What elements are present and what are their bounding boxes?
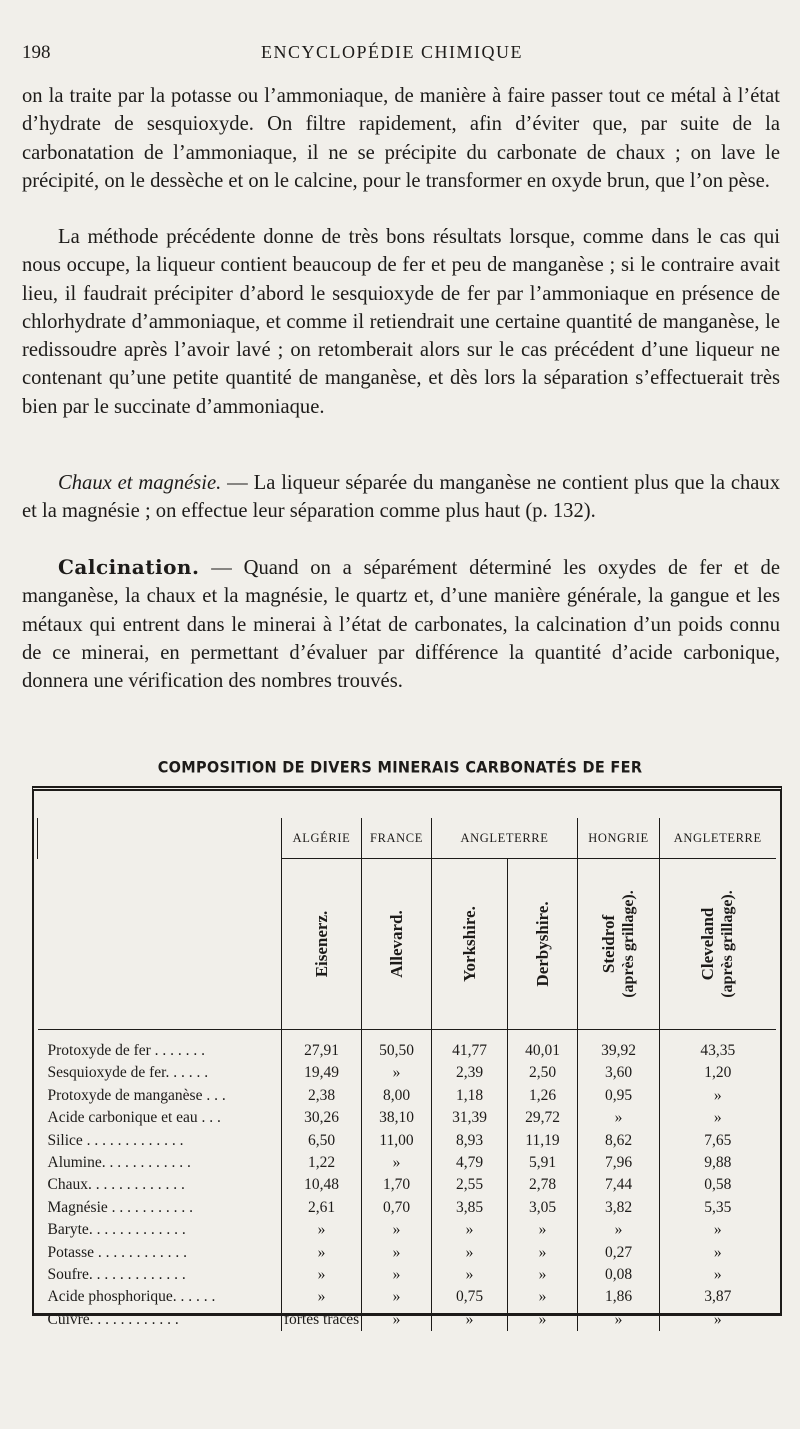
table-row [38, 1264, 776, 1286]
table-cell: 7,44 [578, 1174, 660, 1196]
header-blank [38, 859, 282, 1030]
table-row [38, 1197, 776, 1219]
country-header-row [38, 818, 776, 859]
table-cell: 0,95 [578, 1085, 660, 1107]
row-label: Chaux. . . . . . . . . . . . . [47, 1176, 185, 1194]
table-cell: » [508, 1286, 578, 1308]
table-cell: » [578, 1309, 660, 1331]
table-cell: 9,88 [660, 1152, 776, 1174]
table-row [38, 1130, 776, 1152]
table-row [38, 1242, 776, 1264]
row-label: Cuivre. . . . . . . . . . . . [47, 1310, 179, 1328]
table-cell: 5,35 [660, 1197, 776, 1219]
table-cell: 0,75 [432, 1286, 508, 1308]
table-cell: » [362, 1309, 432, 1331]
locality-sub: (après grillage). [619, 890, 637, 998]
table-row [38, 1030, 776, 1063]
table-cell: fortes traces [282, 1309, 362, 1331]
table-cell: 5,91 [508, 1152, 578, 1174]
table-cell: 11,19 [508, 1130, 578, 1152]
table-cell: » [362, 1286, 432, 1308]
country-header: HONGRIE [578, 818, 660, 859]
table-cell: » [578, 1219, 660, 1241]
table-cell: 8,00 [362, 1085, 432, 1107]
table-cell: » [282, 1242, 362, 1264]
table-cell: 1,26 [508, 1085, 578, 1107]
table-cell: » [660, 1219, 776, 1241]
table-cell: » [508, 1219, 578, 1241]
row-label: Acide phosphorique. . . . . . [47, 1288, 216, 1306]
table-title: COMPOSITION DE DIVERS MINERAIS CARBONATÉS DE FER [157, 759, 643, 777]
table-cell: » [362, 1219, 432, 1241]
locality-header [578, 859, 660, 1030]
country-header: ALGÉRIE [282, 818, 362, 859]
table-cell: 3,87 [660, 1286, 776, 1308]
locality-name: Yorkshire. [459, 906, 479, 982]
section-heading-chaux: Chaux et magnésie. [58, 472, 222, 494]
table-cell: 3,85 [432, 1197, 508, 1219]
page-header [22, 42, 762, 72]
table-cell: 3,60 [578, 1062, 660, 1084]
table-row [38, 1107, 776, 1129]
table-cell: 2,78 [508, 1174, 578, 1196]
table-cell: 4,79 [432, 1152, 508, 1174]
table-cell: » [578, 1107, 660, 1129]
section-heading-calcination: Calcination. [58, 555, 200, 579]
table-cell: » [432, 1264, 508, 1286]
table-cell: 31,39 [432, 1107, 508, 1129]
table-cell: 0,58 [660, 1174, 776, 1196]
table-cell: » [660, 1309, 776, 1331]
table-cell: 1,22 [282, 1152, 362, 1174]
locality-header [660, 859, 776, 1030]
country-header: ANGLETERRE [432, 818, 578, 859]
table-cell: 2,55 [432, 1174, 508, 1196]
table-cell: 3,05 [508, 1197, 578, 1219]
table-cell: 2,39 [432, 1062, 508, 1084]
table-row [38, 1219, 776, 1241]
locality-header [362, 859, 432, 1030]
table-cell: 10,48 [282, 1174, 362, 1196]
row-label: Silice . . . . . . . . . . . . . [47, 1131, 184, 1149]
table-cell: 3,82 [578, 1197, 660, 1219]
table-cell: 0,08 [578, 1264, 660, 1286]
table-row [38, 1062, 776, 1084]
table-cell: » [508, 1242, 578, 1264]
table-cell: » [432, 1219, 508, 1241]
table-cell: 1,18 [432, 1085, 508, 1107]
table-row [38, 1309, 776, 1331]
row-label: Acide carbonique et eau . . . [47, 1109, 221, 1127]
table-row [38, 1152, 776, 1174]
table-cell: » [660, 1107, 776, 1129]
table-cell: 0,70 [362, 1197, 432, 1219]
table-cell: 30,26 [282, 1107, 362, 1129]
row-label: Soufre. . . . . . . . . . . . . [47, 1266, 186, 1284]
table-cell: 29,72 [508, 1107, 578, 1129]
locality-name: Cleveland [697, 907, 717, 981]
table-cell: 11,00 [362, 1130, 432, 1152]
table-cell: » [362, 1242, 432, 1264]
table-cell: 8,93 [432, 1130, 508, 1152]
paragraph-3 [22, 469, 780, 526]
paragraph-3-text: — La liqueur séparée du manganèse ne contient plus que la chaux et la magnésie ; on effectue leur séparation comme plus haut (p. 132). [22, 472, 781, 523]
table-cell: » [362, 1264, 432, 1286]
table-cell: » [660, 1085, 776, 1107]
row-label: Magnésie . . . . . . . . . . . [47, 1198, 194, 1216]
table-cell: 2,50 [508, 1062, 578, 1084]
paragraph-2 [22, 223, 780, 421]
table-row [38, 1286, 776, 1308]
running-title: ENCYCLOPÉDIE CHIMIQUE [261, 42, 523, 62]
locality-header-row [38, 859, 776, 1030]
paragraph-1 [22, 82, 780, 195]
header-blank [38, 818, 282, 859]
paragraph-4 [22, 553, 780, 695]
row-label: Sesquioxyde de fer. . . . . . [47, 1064, 209, 1082]
table-cell: » [660, 1242, 776, 1264]
page-number: 198 [22, 42, 51, 63]
row-label: Potasse . . . . . . . . . . . . [47, 1243, 187, 1261]
table-cell: » [508, 1309, 578, 1331]
table-cell: » [432, 1242, 508, 1264]
paragraph-2-text: La méthode précédente donne de très bons résultats lorsque, comme dans le cas qui nous occupe, la liqueur contient beaucoup de fer et peu de manganèse ; si le contraire avait lieu, il faudrait précipiter d’abord le sesquioxyde de fer par l’ammoniaque en présence de chlorhydrate d’ammoniaque, et comme il retiendrait une certaine quantité de manganèse, le redissoudre après l’avoir lavé ; on retomberait alors sur le cas précédent d’une liqueur ne contenant qu’une petite quantité de manganèse, et dès lors la séparation s’effectuerait très bien par le succinate d’ammoniaque. [22, 226, 780, 418]
row-label: Protoxyde de manganèse . . . [47, 1086, 226, 1104]
locality-name: Eisenerz. [311, 910, 331, 978]
table-cell: » [362, 1062, 432, 1084]
locality-header [508, 859, 578, 1030]
table-cell: 1,20 [660, 1062, 776, 1084]
table-cell: » [508, 1264, 578, 1286]
table-cell: » [282, 1264, 362, 1286]
locality-header [282, 859, 362, 1030]
row-label: Protoxyde de fer . . . . . . . [47, 1042, 206, 1059]
table-cell: 8,62 [578, 1130, 660, 1152]
table-cell: 1,86 [578, 1286, 660, 1308]
table-cell: 38,10 [362, 1107, 432, 1129]
table-cell: 6,50 [282, 1130, 362, 1152]
table-row [38, 1085, 776, 1107]
table-cell: 7,96 [578, 1152, 660, 1174]
table-cell: 40,01 [508, 1030, 578, 1063]
table-row [38, 1174, 776, 1196]
table-cell: 43,35 [660, 1030, 776, 1063]
table-cell: 39,92 [578, 1030, 660, 1063]
locality-name: Allevard. [386, 910, 406, 978]
table-cell: 7,65 [660, 1130, 776, 1152]
country-header: FRANCE [362, 818, 432, 859]
row-label: Alumine. . . . . . . . . . . . [47, 1154, 191, 1172]
locality-sub: (après grillage). [718, 890, 736, 998]
table-cell: 41,77 [432, 1030, 508, 1063]
table-cell: 2,38 [282, 1085, 362, 1107]
paragraph-1-text: on la traite par la potasse ou l’ammoniaque, de manière à faire passer tout ce métal à l’état d’hydrate de sesquioxyde. On filtre rapidement, afin d’éviter que, par suite de la carbonatation de l’ammoniaque, il ne se précipite du carbonate de chaux ; on lave le précipité, on le dessèche et on le calcine, pour le transformer en oxyde brun, que l’on pèse. [22, 85, 780, 192]
table-cell: » [282, 1219, 362, 1241]
table-cell: » [282, 1286, 362, 1308]
table-body [38, 1030, 776, 1332]
table-cell: 2,61 [282, 1197, 362, 1219]
table-cell: 27,91 [282, 1030, 362, 1063]
row-label: Baryte. . . . . . . . . . . . . [47, 1221, 186, 1239]
composition-table [37, 818, 776, 1331]
table-cell: 19,49 [282, 1062, 362, 1084]
paragraph-4-text: — Quand on a séparément déterminé les oxydes de fer et de manganèse, la chaux et la magnésie, le quartz et, d’une manière générale, la gangue et les métaux qui entrent dans le minerai à l’état de carbonates, la calcination d’un poids connu de ce minerai, en permettant d’évaluer par différence la quantité d’acide carbonique, donnera une vérification des nombres trouvés. [22, 557, 780, 693]
locality-header [432, 859, 508, 1030]
table-cell: 1,70 [362, 1174, 432, 1196]
table-cell: » [432, 1309, 508, 1331]
country-header: ANGLETERRE [660, 818, 776, 859]
table-cell: 0,27 [578, 1242, 660, 1264]
table-cell: » [362, 1152, 432, 1174]
table-cell: » [660, 1264, 776, 1286]
locality-name: Steidrof [598, 914, 618, 974]
locality-name: Derbyshire. [532, 901, 552, 987]
table-cell: 50,50 [362, 1030, 432, 1063]
